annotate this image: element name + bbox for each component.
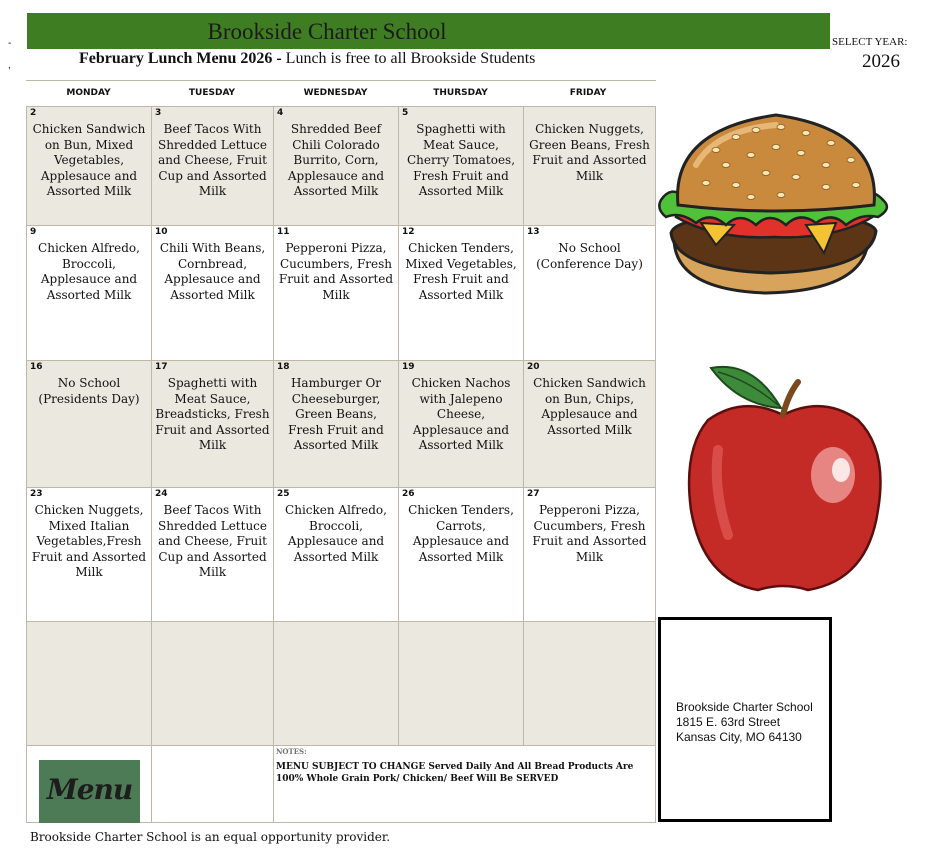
school-name: Brookside Charter School [207, 19, 447, 44]
day-number: 27 [527, 489, 540, 499]
title-banner [27, 13, 830, 49]
calendar-day-cell [273, 487, 399, 622]
day-number: 26 [402, 489, 415, 499]
calendar-day-cell [26, 225, 152, 361]
address-line: 1815 E. 63rd Street [676, 715, 781, 729]
menu-calendar [26, 80, 656, 823]
address-box [658, 617, 832, 822]
calendar-day-cell [273, 225, 399, 361]
day-header: MONDAY [66, 88, 111, 98]
notes-text: MENU SUBJECT TO CHANGE Served Daily And All Bread Products Are 100% Whole Grain Pork/ Chicken/ Beef Will Be SERVED [276, 762, 634, 784]
address-line: Brookside Charter School [676, 700, 813, 714]
day-header: TUESDAY [188, 88, 236, 98]
empty-day-cell [26, 621, 152, 746]
day-number: 23 [30, 489, 43, 499]
day-number: 18 [277, 362, 290, 372]
calendar-day-cell [523, 487, 656, 622]
meal-description: Chicken Tenders, Mixed Vegetables, Fresh Fruit and Assorted Milk [405, 241, 517, 302]
day-number: 12 [402, 227, 415, 237]
meal-description: Hamburger Or Cheeseburger, Green Beans, Fresh Fruit and Assorted Milk [288, 376, 384, 452]
day-number: 10 [155, 227, 168, 237]
meal-description: Pepperoni Pizza, Cucumbers, Fresh Fruit and Assorted Milk [532, 503, 647, 564]
menu-title: February Lunch Menu 2026 - [79, 50, 286, 67]
meal-description: Chicken Sandwich on Bun, Chips, Applesauce and Assorted Milk [533, 376, 646, 437]
day-number: 20 [527, 362, 540, 372]
notes-cell [273, 745, 656, 823]
day-header: THURSDAY [433, 88, 488, 98]
empty-day-cell [273, 621, 399, 746]
day-number: 13 [527, 227, 540, 237]
calendar-day-cell [523, 360, 656, 488]
calendar-day-cell [398, 225, 524, 361]
day-number: 11 [277, 227, 290, 237]
calendar-day-cell [523, 225, 656, 361]
calendar-day-cell [26, 487, 152, 622]
meal-description: Shredded Beef Chili Colorado Burrito, Corn, Applesauce and Assorted Milk [287, 122, 385, 198]
menu-logo-text: Menu [46, 773, 133, 806]
day-header: FRIDAY [569, 88, 607, 98]
day-number: 17 [155, 362, 168, 372]
day-number: 25 [277, 489, 290, 499]
day-header: WEDNESDAY [303, 88, 368, 98]
day-number: 16 [30, 362, 43, 372]
notes-label: NOTES: [276, 747, 307, 756]
day-number: 5 [402, 108, 409, 118]
meal-description: Chicken Nuggets, Green Beans, Fresh Fruit and Assorted Milk [529, 122, 650, 183]
day-number: 4 [277, 108, 284, 118]
meal-description: Chicken Nuggets, Mixed Italian Vegetables,Fresh Fruit and Assorted Milk [31, 503, 147, 579]
menu-logo-cell [26, 745, 152, 823]
calendar-day-cell [151, 225, 274, 361]
empty-day-cell [523, 621, 656, 746]
select-year-label: SELECT YEAR: [832, 36, 908, 48]
calendar-day-cell [26, 106, 152, 226]
day-number: 9 [30, 227, 37, 237]
meal-description: No School (Conference Day) [536, 241, 643, 271]
hamburger-icon [656, 105, 896, 300]
calendar-day-cell [523, 106, 656, 226]
meal-description: Chili With Beans, Cornbread, Applesauce and Assorted Milk [159, 241, 266, 302]
year-selector[interactable]: 2026 [862, 51, 900, 72]
meal-description: Spaghetti with Meat Sauce, Breadsticks, Fresh Fruit and Assorted Milk [155, 376, 270, 452]
meal-description: Chicken Sandwich on Bun, Mixed Vegetables, Applesauce and Assorted Milk [32, 122, 146, 198]
margin-mark: - [8, 38, 12, 49]
menu-logo [39, 760, 140, 823]
menu-subtitle [79, 50, 535, 68]
calendar-day-cell [398, 106, 524, 226]
empty-day-cell [398, 621, 524, 746]
footer-statement: Brookside Charter School is an equal opportunity provider. [30, 830, 391, 844]
day-number: 24 [155, 489, 168, 499]
school-address [676, 700, 813, 745]
meal-description: No School (Presidents Day) [38, 376, 140, 406]
calendar-day-cell [273, 106, 399, 226]
meal-description: Chicken Nachos with Jalepeno Cheese, Applesauce and Assorted Milk [411, 376, 511, 452]
calendar-day-cell [273, 360, 399, 488]
empty-day-cell [151, 621, 274, 746]
calendar-day-cell [151, 360, 274, 488]
calendar-day-cell [398, 360, 524, 488]
margin-mark: , [8, 60, 11, 71]
empty-cell [151, 745, 274, 823]
meal-description: Chicken Alfredo, Broccoli, Applesauce and Assorted Milk [285, 503, 387, 564]
meal-description: Chicken Alfredo, Broccoli, Applesauce and Assorted Milk [38, 241, 140, 302]
calendar-day-cell [151, 487, 274, 622]
day-number: 2 [30, 108, 37, 118]
meal-description: Beef Tacos With Shredded Lettuce and Cheese, Fruit Cup and Assorted Milk [157, 503, 267, 579]
meal-description: Chicken Tenders, Carrots, Applesauce and Assorted Milk [408, 503, 514, 564]
calendar-day-cell [26, 360, 152, 488]
menu-note: Lunch is free to all Brookside Students [285, 50, 536, 67]
day-number: 19 [402, 362, 415, 372]
meal-description: Beef Tacos With Shredded Lettuce and Cheese, Fruit Cup and Assorted Milk [157, 122, 267, 198]
meal-description: Spaghetti with Meat Sauce, Cherry Tomatoes, Fresh Fruit and Assorted Milk [406, 122, 516, 198]
meal-description: Pepperoni Pizza, Cucumbers, Fresh Fruit and Assorted Milk [278, 241, 394, 302]
calendar-day-cell [398, 487, 524, 622]
address-line: Kansas City, MO 64130 [676, 730, 802, 744]
day-number: 3 [155, 108, 162, 118]
calendar-day-cell [151, 106, 274, 226]
apple-icon [683, 360, 883, 595]
